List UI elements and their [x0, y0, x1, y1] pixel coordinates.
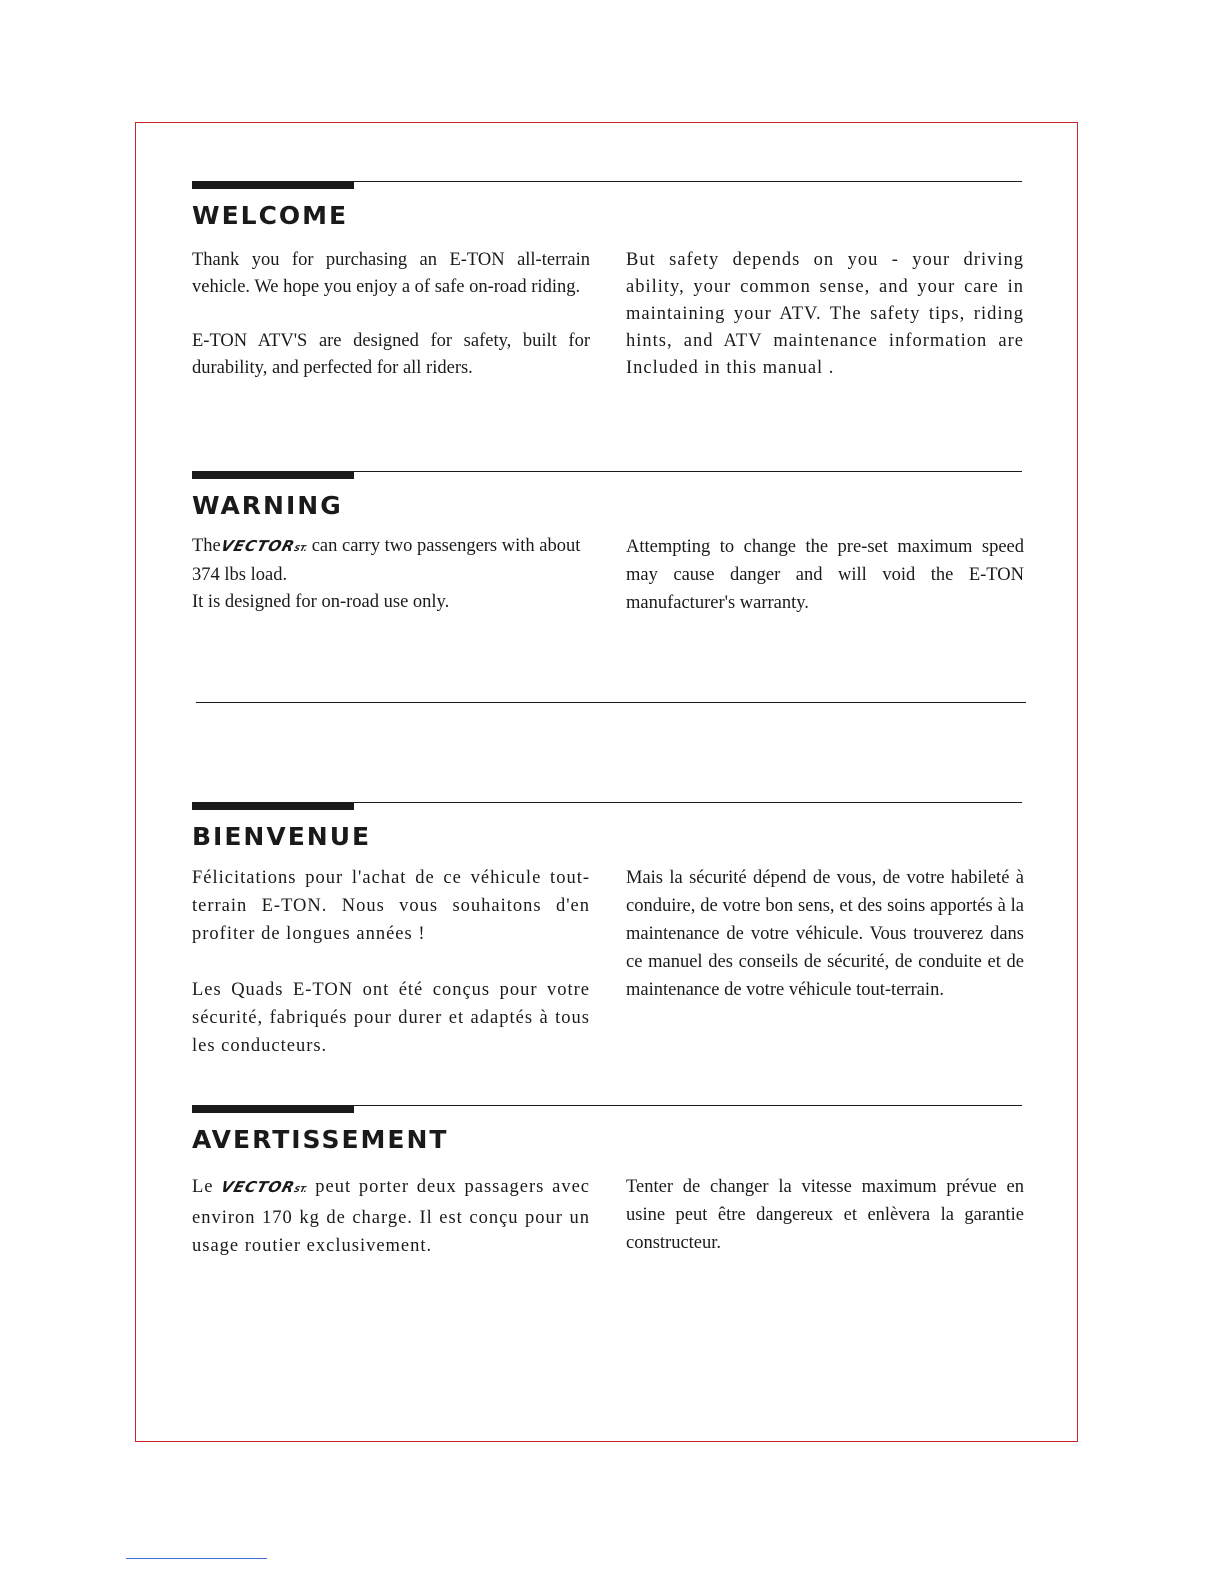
section-rule [192, 181, 1022, 191]
welcome-paragraph-3: But safety depends on you - your driving ability, your common sense, and your care in maintaining your ATV. The safety tips, riding hints, and ATV maintenance information are Included in this manual . [626, 250, 1024, 378]
bienvenue-right-column [626, 864, 1024, 1004]
welcome-heading: WELCOME [192, 201, 349, 230]
warning-section [192, 471, 1024, 613]
bienvenue-paragraph-1: Félicitations pour l'achat de ce véhicule tout-terrain E-TON. Nous vous souhaitons d'en profiter de longues années ! [192, 868, 590, 944]
welcome-paragraph-1: Thank you for purchasing an E-TON all-terrain vehicle. We hope you enjoy a of safe on-road riding. [192, 250, 590, 297]
welcome-right-column [626, 247, 1024, 382]
section-divider [196, 702, 1026, 703]
vector-logo-suffix: ST. [293, 1185, 309, 1194]
bienvenue-section [192, 802, 1024, 1056]
avertissement-prefix: Le [192, 1177, 214, 1197]
warning-right-column [626, 533, 1024, 617]
vector-logo [217, 1173, 312, 1204]
warning-prefix: The [192, 536, 221, 556]
section-rule [192, 1105, 1022, 1115]
avertissement-paragraph-2: Tenter de changer la vitesse maximum prévue en usine peut être dangereux et enlèvera la garantie constructeur. [626, 1177, 1024, 1253]
vector-logo-text: VECTOR [218, 537, 297, 555]
avertissement-suffix: peut porter deux passagers avec environ 170 kg de charge. Il est conçu pour un usage routier exclusivement. [192, 1177, 590, 1256]
vector-logo [217, 533, 311, 562]
welcome-paragraph-2: E-TON ATV'S are designed for safety, built for durability, and perfected for all riders. [192, 331, 590, 378]
bienvenue-heading: BIENVENUE [192, 822, 372, 851]
warning-heading: WARNING [192, 491, 343, 520]
warning-left-column [192, 533, 590, 616]
bienvenue-left-column [192, 864, 590, 1060]
avertissement-section [192, 1105, 1024, 1256]
warning-suffix: can carry two passengers with about 374 lbs load. [192, 536, 581, 585]
vector-logo-suffix: ST. [292, 544, 309, 553]
warning-paragraph-1 [192, 533, 590, 589]
avertissement-right-column [626, 1173, 1024, 1257]
section-rule [192, 802, 1022, 812]
warning-paragraph-3: Attempting to change the pre-set maximum speed may cause danger and will void the E-TON manufacturer's warranty. [626, 537, 1024, 613]
bienvenue-paragraph-3: Mais la sécurité dépend de vous, de votre habileté à conduire, de votre bon sens, et des soins apportés à la maintenance de votre véhicule. Vous trouverez dans ce manuel des conseils de sécurité, de conduite et de maintenance de votre véhicule tout-terrain. [626, 868, 1024, 1000]
bienvenue-paragraph-2: Les Quads E-TON ont été conçus pour votre sécurité, fabriqués pour durer et adaptés à tous les conducteurs. [192, 980, 590, 1056]
avertissement-left-column [192, 1173, 590, 1260]
welcome-section [192, 181, 1024, 378]
footer-link-line [126, 1558, 267, 1559]
vector-logo-text: VECTOR [219, 1178, 298, 1196]
section-rule [192, 471, 1022, 481]
avertissement-paragraph-1 [192, 1173, 590, 1260]
welcome-left-column [192, 247, 590, 382]
avertissement-heading: AVERTISSEMENT [192, 1125, 449, 1154]
warning-paragraph-2: It is designed for on-road use only. [192, 592, 450, 612]
